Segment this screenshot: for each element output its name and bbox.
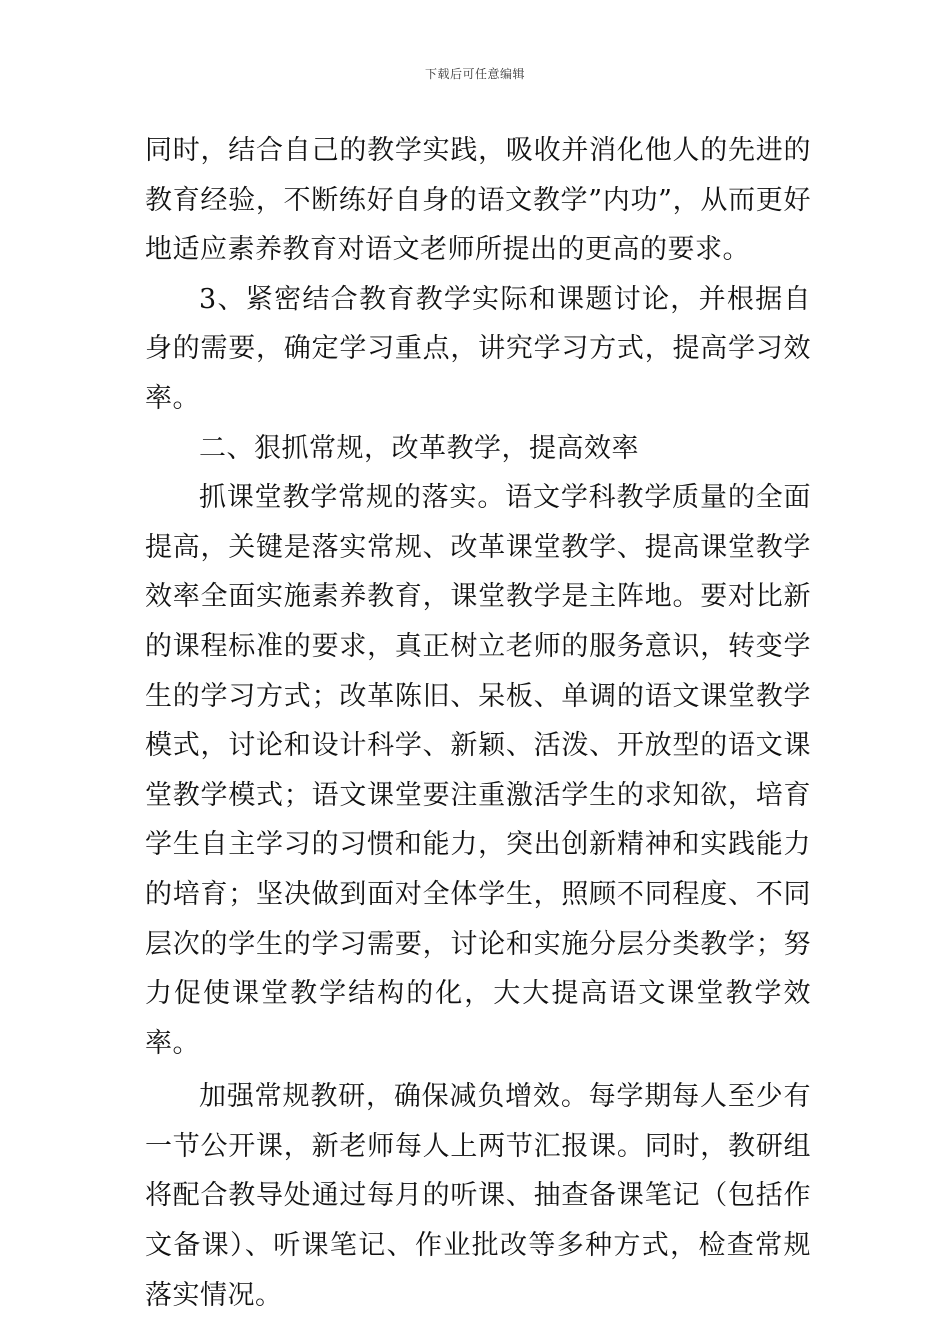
paragraph-continuation: 同时，结合自己的教学实践，吸收并消化他人的先进的教育经验，不断练好自身的语文教学”内功”，从而更好地适应素养教育对语文老师所提出的更高的要求。	[145, 135, 811, 266]
document-body	[145, 126, 811, 1320]
paragraph-item-3: 3、紧密结合教育教学实际和课题讨论，并根据自身的需要，确定学习重点，讲究学习方式，提高学习效率。	[145, 283, 811, 414]
section-heading-2: 二、狠抓常规，改革教学，提高效率	[199, 432, 639, 464]
paragraph-classroom-routine: 抓课堂教学常规的落实。语文学科教学质量的全面提高，关键是落实常规、改革课堂教学、提高课堂教学效率全面实施素养教育，课堂教学是主阵地。要对比新的课程标准的要求，真正树立老师的服务意识，转变学生的学习方式；改革陈旧、呆板、单调的语文课堂教学模式，讨论和设计科学、新颖、活泼、开放型的语文课堂教学模式；语文课堂要注重激活学生的求知欲，培育学生自主学习的习惯和能力，突出创新精神和实践能力的培育；坚决做到面对全体学生，照顾不同程度、不同层次的学生的学习需要，讨论和实施分层分类教学；努力促使课堂教学结构的化，大大提高语文课堂教学效率。	[145, 482, 811, 1059]
paragraph-teaching-research: 加强常规教研，确保减负增效。每学期每人至少有一节公开课，新老师每人上两节汇报课。同时，教研组将配合教导处通过每月的听课、抽查备课笔记（包括作文备课）、听课笔记、作业批改等多种方式，检查常规落实情况。	[145, 1081, 811, 1311]
page-header-note: 下载后可任意编辑	[424, 67, 525, 81]
